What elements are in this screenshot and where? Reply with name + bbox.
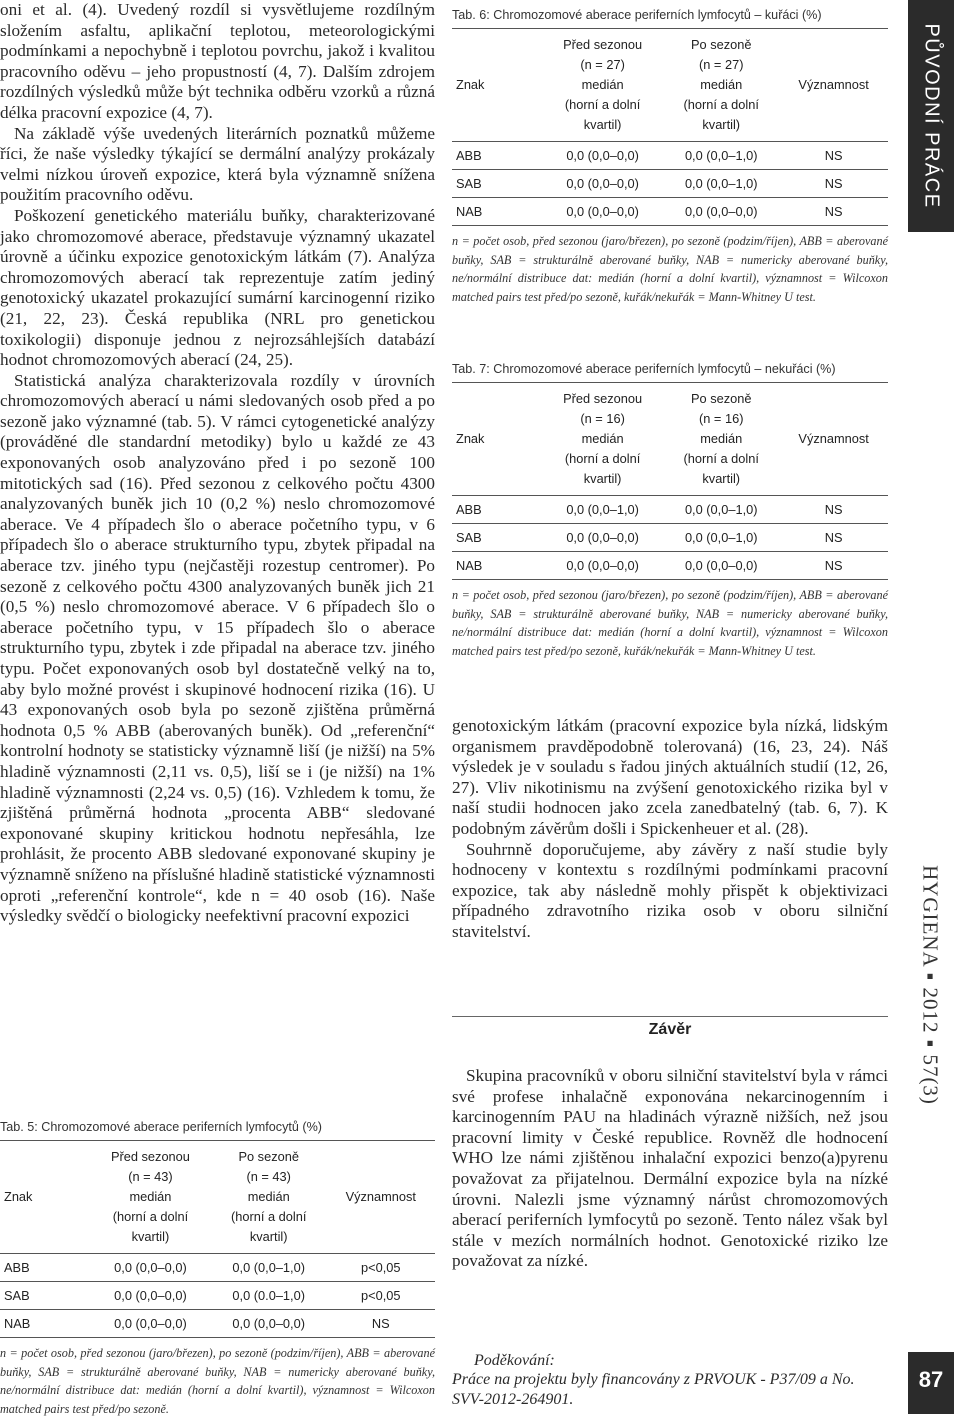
column-header-after bbox=[211, 1141, 327, 1254]
column-header-after bbox=[663, 383, 779, 496]
header-line: Po sezoně bbox=[690, 37, 752, 52]
cell-sig: p<0,05 bbox=[327, 1254, 435, 1282]
table-5-caption: Tab. 5: Chromozomové aberace periferních lymfocytů (%) bbox=[0, 1120, 322, 1134]
table-header-row bbox=[452, 383, 888, 496]
cell-sig: NS bbox=[327, 1310, 435, 1338]
cell-before: 0,0 (0,0–0,0) bbox=[542, 198, 663, 226]
cell-znak: NAB bbox=[0, 1310, 90, 1338]
cell-after: 0,0 (0,0–1,0) bbox=[663, 524, 779, 552]
header-line: kvartil) bbox=[583, 471, 622, 486]
table-7 bbox=[452, 362, 888, 660]
cell-after: 0,0 (0,0–0,0) bbox=[663, 552, 779, 580]
table-7-note: n = počet osob, před sezonou (jaro/březen), po sezoně (podzim/říjen), ABB = aberované buňky, SAB = strukturálně aberované buňky, NAB = numericky aberované buňky, ne/normální distribuce dat: medián (horní a dolní kvartil), významnost = Wilcoxon matched pairs test před/po sezoně, kuřák/nekuřák = Mann-Whitney U test. bbox=[452, 588, 888, 658]
paragraph: Na základě výše uvedených literárních poznatků můžeme říci, že naše výsledky týkající se dermální analýzy prokázaly velmi nízkou úroveň expozice, která byla významně snížena použitím pracovního oděvu. bbox=[0, 123, 435, 205]
header-line: (n = 43) bbox=[128, 1169, 173, 1184]
cell-before: 0,0 (0,0–1,0) bbox=[542, 496, 663, 524]
acknowledgement-text: Práce na projektu byly financovány z PRVOUK - P37/09 a No. SVV-2012-264901. bbox=[452, 1371, 855, 1408]
left-body-text bbox=[0, 0, 435, 927]
table-7-grid bbox=[452, 382, 888, 580]
conclusion-section bbox=[452, 1016, 888, 1039]
cell-before: 0,0 (0,0–0,0) bbox=[542, 170, 663, 198]
cell-znak: SAB bbox=[0, 1282, 90, 1310]
header-line: Po sezoně bbox=[690, 391, 752, 406]
cell-znak: NAB bbox=[452, 198, 542, 226]
cell-before: 0,0 (0,0–0,0) bbox=[542, 524, 663, 552]
header-line: kvartil) bbox=[131, 1229, 170, 1244]
cell-before: 0,0 (0,0–0,0) bbox=[542, 552, 663, 580]
page-number-box bbox=[908, 1352, 954, 1414]
header-line: (horní a dolní bbox=[564, 451, 641, 466]
header-line: medián bbox=[247, 1189, 290, 1204]
cell-before: 0,0 (0,0–0,0) bbox=[90, 1282, 211, 1310]
column-header-before bbox=[542, 29, 663, 142]
header-line: medián bbox=[700, 431, 743, 446]
paragraph: genotoxickým látkám (pracovní expozice byla nízká, lidským organismem pravděpodobně tolerovaná) (16, 23, 24). Náš výsledek je v souladu s řadou jiných aktuálních studií (12, 26, 27). Vliv nikotinismu na zvýšení genotoxického rizika byl v naší studii hodnocen jako zcela zanedbatelný (tab. 6, 7). K podobným závěrům došli i Spickenheuer et al. (28). bbox=[452, 716, 888, 838]
table-row bbox=[452, 524, 888, 552]
paragraph: Poškození genetického materiálu buňky, charakterizované jako chromozomové aberace, představuje významný ukazatel úrovně a účinku expozice genotoxickým látkám (7). Analýza chromozomových aberací tak reprezentuje zatím jediný genotoxický ukazatel prokazující sumární karcinogenní riziko (21, 22, 23). Česká republika (NRL pro genetickou toxikologii) disponuje jednou z nejrozsáhlejších databází hodnot chromozomových aberací (24, 25). bbox=[0, 205, 435, 370]
header-line: medián bbox=[700, 77, 743, 92]
paragraph: Skupina pracovníků v oboru silniční stavitelství byla v rámci své profese inhalačně exponována nekarcinogenním i karcinogenním PAU na hladinách výrazně nižších, než jsou pracovní limity v České republice. Rovněž dle hodnocení WHO lze námi zjištěnou inhalační expozici benzo(a)pyrenu považovat za přijatelnou. Dermální expozice byla na nízké úrovni. Nalezli jsme významný nárůst chromozomových aberací periferních lymfocytů po sezoně. Tento nález však byl stále v mezích normálních hodnot. Genotoxické riziko lze považovat za nízké. bbox=[452, 1066, 888, 1271]
header-line: medián bbox=[129, 1189, 172, 1204]
cell-after: 0,0 (0,0–1,0) bbox=[663, 142, 779, 170]
header-line: kvartil) bbox=[583, 117, 622, 132]
table-row bbox=[452, 496, 888, 524]
table-6-caption: Tab. 6: Chromozomové aberace periferních lymfocytů – kuřáci (%) bbox=[452, 8, 822, 22]
table-7-caption: Tab. 7: Chromozomové aberace periferních lymfocytů – nekuřáci (%) bbox=[452, 362, 836, 376]
header-line: kvartil) bbox=[702, 471, 741, 486]
page-number: 87 bbox=[918, 1367, 944, 1392]
table-row bbox=[452, 198, 888, 226]
table-5-note: n = počet osob, před sezonou (jaro/březen), po sezoně (podzim/říjen), ABB = aberované buňky, SAB = strukturálně aberované buňky, NAB = numericky aberované buňky, ne/normální distribuce dat: medián (horní a dolní kvartil), významnost = Wilcoxon matched pairs test před/po sezoně. bbox=[0, 1346, 435, 1416]
cell-after: 0,0 (0,0–1,0) bbox=[663, 170, 779, 198]
header-line: Před sezonou bbox=[563, 37, 643, 52]
table-5 bbox=[0, 1120, 435, 1418]
table-6 bbox=[452, 8, 888, 306]
cell-before: 0,0 (0,0–0,0) bbox=[542, 142, 663, 170]
acknowledgement-title: Poděkování: bbox=[474, 1352, 555, 1369]
right-body-text bbox=[452, 716, 888, 943]
column-header-significance: Významnost bbox=[779, 29, 888, 142]
cell-after: 0,0 (0,0–0,0) bbox=[211, 1310, 327, 1338]
cell-after: 0,0 (0,0–1,0) bbox=[211, 1254, 327, 1282]
section-label: PŮVODNÍ PRÁCE bbox=[920, 23, 943, 209]
header-line: (horní a dolní bbox=[112, 1209, 189, 1224]
column-header-znak: Znak bbox=[0, 1141, 90, 1254]
cell-znak: ABB bbox=[452, 496, 542, 524]
table-6-note: n = počet osob, před sezonou (jaro/březen), po sezoně (podzim/říjen), ABB = aberované buňky, SAB = strukturálně aberované buňky, NAB = numericky aberované buňky, ne/normální distribuce dat: medián (horní a dolní kvartil), významnost = Wilcoxon matched pairs test před/po sezoně, kuřák/nekuřák = Mann-Whitney U test. bbox=[452, 234, 888, 304]
cell-sig: NS bbox=[779, 496, 888, 524]
cell-sig: NS bbox=[779, 198, 888, 226]
cell-sig: p<0,05 bbox=[327, 1282, 435, 1310]
cell-znak: SAB bbox=[452, 524, 542, 552]
cell-znak: NAB bbox=[452, 552, 542, 580]
cell-sig: NS bbox=[779, 524, 888, 552]
table-6-grid bbox=[452, 28, 888, 226]
header-line: (n = 27) bbox=[699, 57, 744, 72]
header-line: medián bbox=[581, 77, 624, 92]
column-header-significance: Významnost bbox=[779, 383, 888, 496]
cell-znak: SAB bbox=[452, 170, 542, 198]
column-header-znak: Znak bbox=[452, 29, 542, 142]
cell-after: 0,0 (0.0–1,0) bbox=[211, 1282, 327, 1310]
header-line: (n = 43) bbox=[246, 1169, 291, 1184]
table-5-grid bbox=[0, 1140, 435, 1338]
column-header-before bbox=[90, 1141, 211, 1254]
header-line: (n = 27) bbox=[580, 57, 625, 72]
section-heading: Závěr bbox=[452, 1016, 888, 1039]
header-line: (horní a dolní bbox=[231, 1209, 307, 1224]
column-header-after bbox=[663, 29, 779, 142]
header-line: Po sezoně bbox=[238, 1149, 299, 1164]
cell-before: 0,0 (0,0–0,0) bbox=[90, 1254, 211, 1282]
cell-after: 0,0 (0,0–1,0) bbox=[663, 496, 779, 524]
column-header-significance: Významnost bbox=[327, 1141, 435, 1254]
cell-znak: ABB bbox=[452, 142, 542, 170]
header-line: (horní a dolní bbox=[683, 451, 759, 466]
header-line: (n = 16) bbox=[699, 411, 744, 426]
table-header-row bbox=[452, 29, 888, 142]
column-header-znak: Znak bbox=[452, 383, 542, 496]
acknowledgement bbox=[452, 1352, 888, 1410]
header-line: Před sezonou bbox=[110, 1149, 190, 1164]
header-line: (horní a dolní bbox=[683, 97, 759, 112]
cell-sig: NS bbox=[779, 142, 888, 170]
table-row bbox=[0, 1310, 435, 1338]
header-line: Před sezonou bbox=[563, 391, 643, 406]
header-line: medián bbox=[581, 431, 624, 446]
section-label-box bbox=[908, 0, 954, 232]
table-header-row bbox=[0, 1141, 435, 1254]
header-line: (horní a dolní bbox=[564, 97, 641, 112]
conclusion-text bbox=[452, 1066, 888, 1272]
paragraph: oni et al. (4). Uvedený rozdíl si vysvětlujeme rozdílným složením asfaltu, aplikační teplotou, meteorologickými podmínkami a nepochybně i teplotou povrchu, jakož i kvalitou pracovního oděvu – jeho propustností (4, 7). Dalším zdrojem rozdílných výsledků může být technika odběru vzorků a různá délka pracovní expozice (4, 7). bbox=[0, 0, 435, 122]
cell-before: 0,0 (0,0–0,0) bbox=[90, 1310, 211, 1338]
cell-sig: NS bbox=[779, 552, 888, 580]
paragraph: Statistická analýza charakterizovala rozdíly v úrovních chromozomových aberací u námi sledovaných osob před a po sezoně jako významné (tab. 5). V rámci cytogenetické analýzy (prováděné dle standardní metodiky) bylo u každé ze 43 exponovaných osob analyzováno před i po sezoně 100 mitotických sad (16). Před sezonou z celkového počtu 4300 analyzovaných buněk jich 10 (0,2 %) neslo chromozomové aberace. Ve 4 případech šlo o aberace početního typu, v 6 případech šlo o aberace strukturního typu, zbytek připadal na aberace tzv. jiného typu (nejčastěji rozestup centromer). Po sezoně z celkového počtu 4300 analyzovaných buněk jich 21 (0,5 %) neslo chromozomové aberace. V 6 případech šlo o aberace početního typu, v 15 případech šlo o aberace strukturního typu, zbytek i zde připadal na aberace tzv. jiného typu. Počet exponovaných osob byl dostatečně velký na to, aby bylo možné provést i skupinové hodnocení rizika (16). U 43 exponovaných osob byla po sezoně zjištěna průměrná hodnota 0,5 % ABB (aberovaných buněk). Od „referenční“ kontrolní hodnoty se statisticky významně liší (je nižší) na 5% hladině významnosti (2,11 vs. 0,5), liší se i (je nižší) na 1% hladině významnosti (2,24 vs. 0,5) (16). Vzhledem k tomu, že zjištěná průměrná hodnota „procenta ABB“ sledované exponované skupiny kritickou hodnotu nepřesáhla, lze prohlásit, že procento ABB sledované exponované skupiny je významně sníženo na příslušné hladině statistické významnosti oproti „referenční kontrole“, kde n = 40 osob (16). Naše výsledky svědčí o biologicky neefektivní pracovní expozici bbox=[0, 370, 435, 926]
journal-label: HYGIENA ▪ 2012 ▪ 57(3) bbox=[918, 865, 943, 1105]
header-line: (n = 16) bbox=[580, 411, 625, 426]
table-row bbox=[0, 1282, 435, 1310]
table-row bbox=[0, 1254, 435, 1282]
table-row bbox=[452, 552, 888, 580]
cell-znak: ABB bbox=[0, 1254, 90, 1282]
table-row bbox=[452, 142, 888, 170]
table-row bbox=[452, 170, 888, 198]
journal-label-box bbox=[902, 865, 958, 1105]
header-line: kvartil) bbox=[249, 1229, 288, 1244]
column-header-before bbox=[542, 383, 663, 496]
left-column bbox=[0, 0, 435, 1416]
cell-after: 0,0 (0,0–0,0) bbox=[663, 198, 779, 226]
cell-sig: NS bbox=[779, 170, 888, 198]
paragraph: Souhrnně doporučujeme, aby závěry z naší studie byly hodnoceny v kontextu s rozdílnými podmínkami pracovní expozice, tak aby následně mohly přispět k objektivizaci případného zdravotního rizika osob v oboru silniční stavitelství. bbox=[452, 839, 888, 941]
header-line: kvartil) bbox=[702, 117, 741, 132]
side-band bbox=[902, 0, 960, 1414]
